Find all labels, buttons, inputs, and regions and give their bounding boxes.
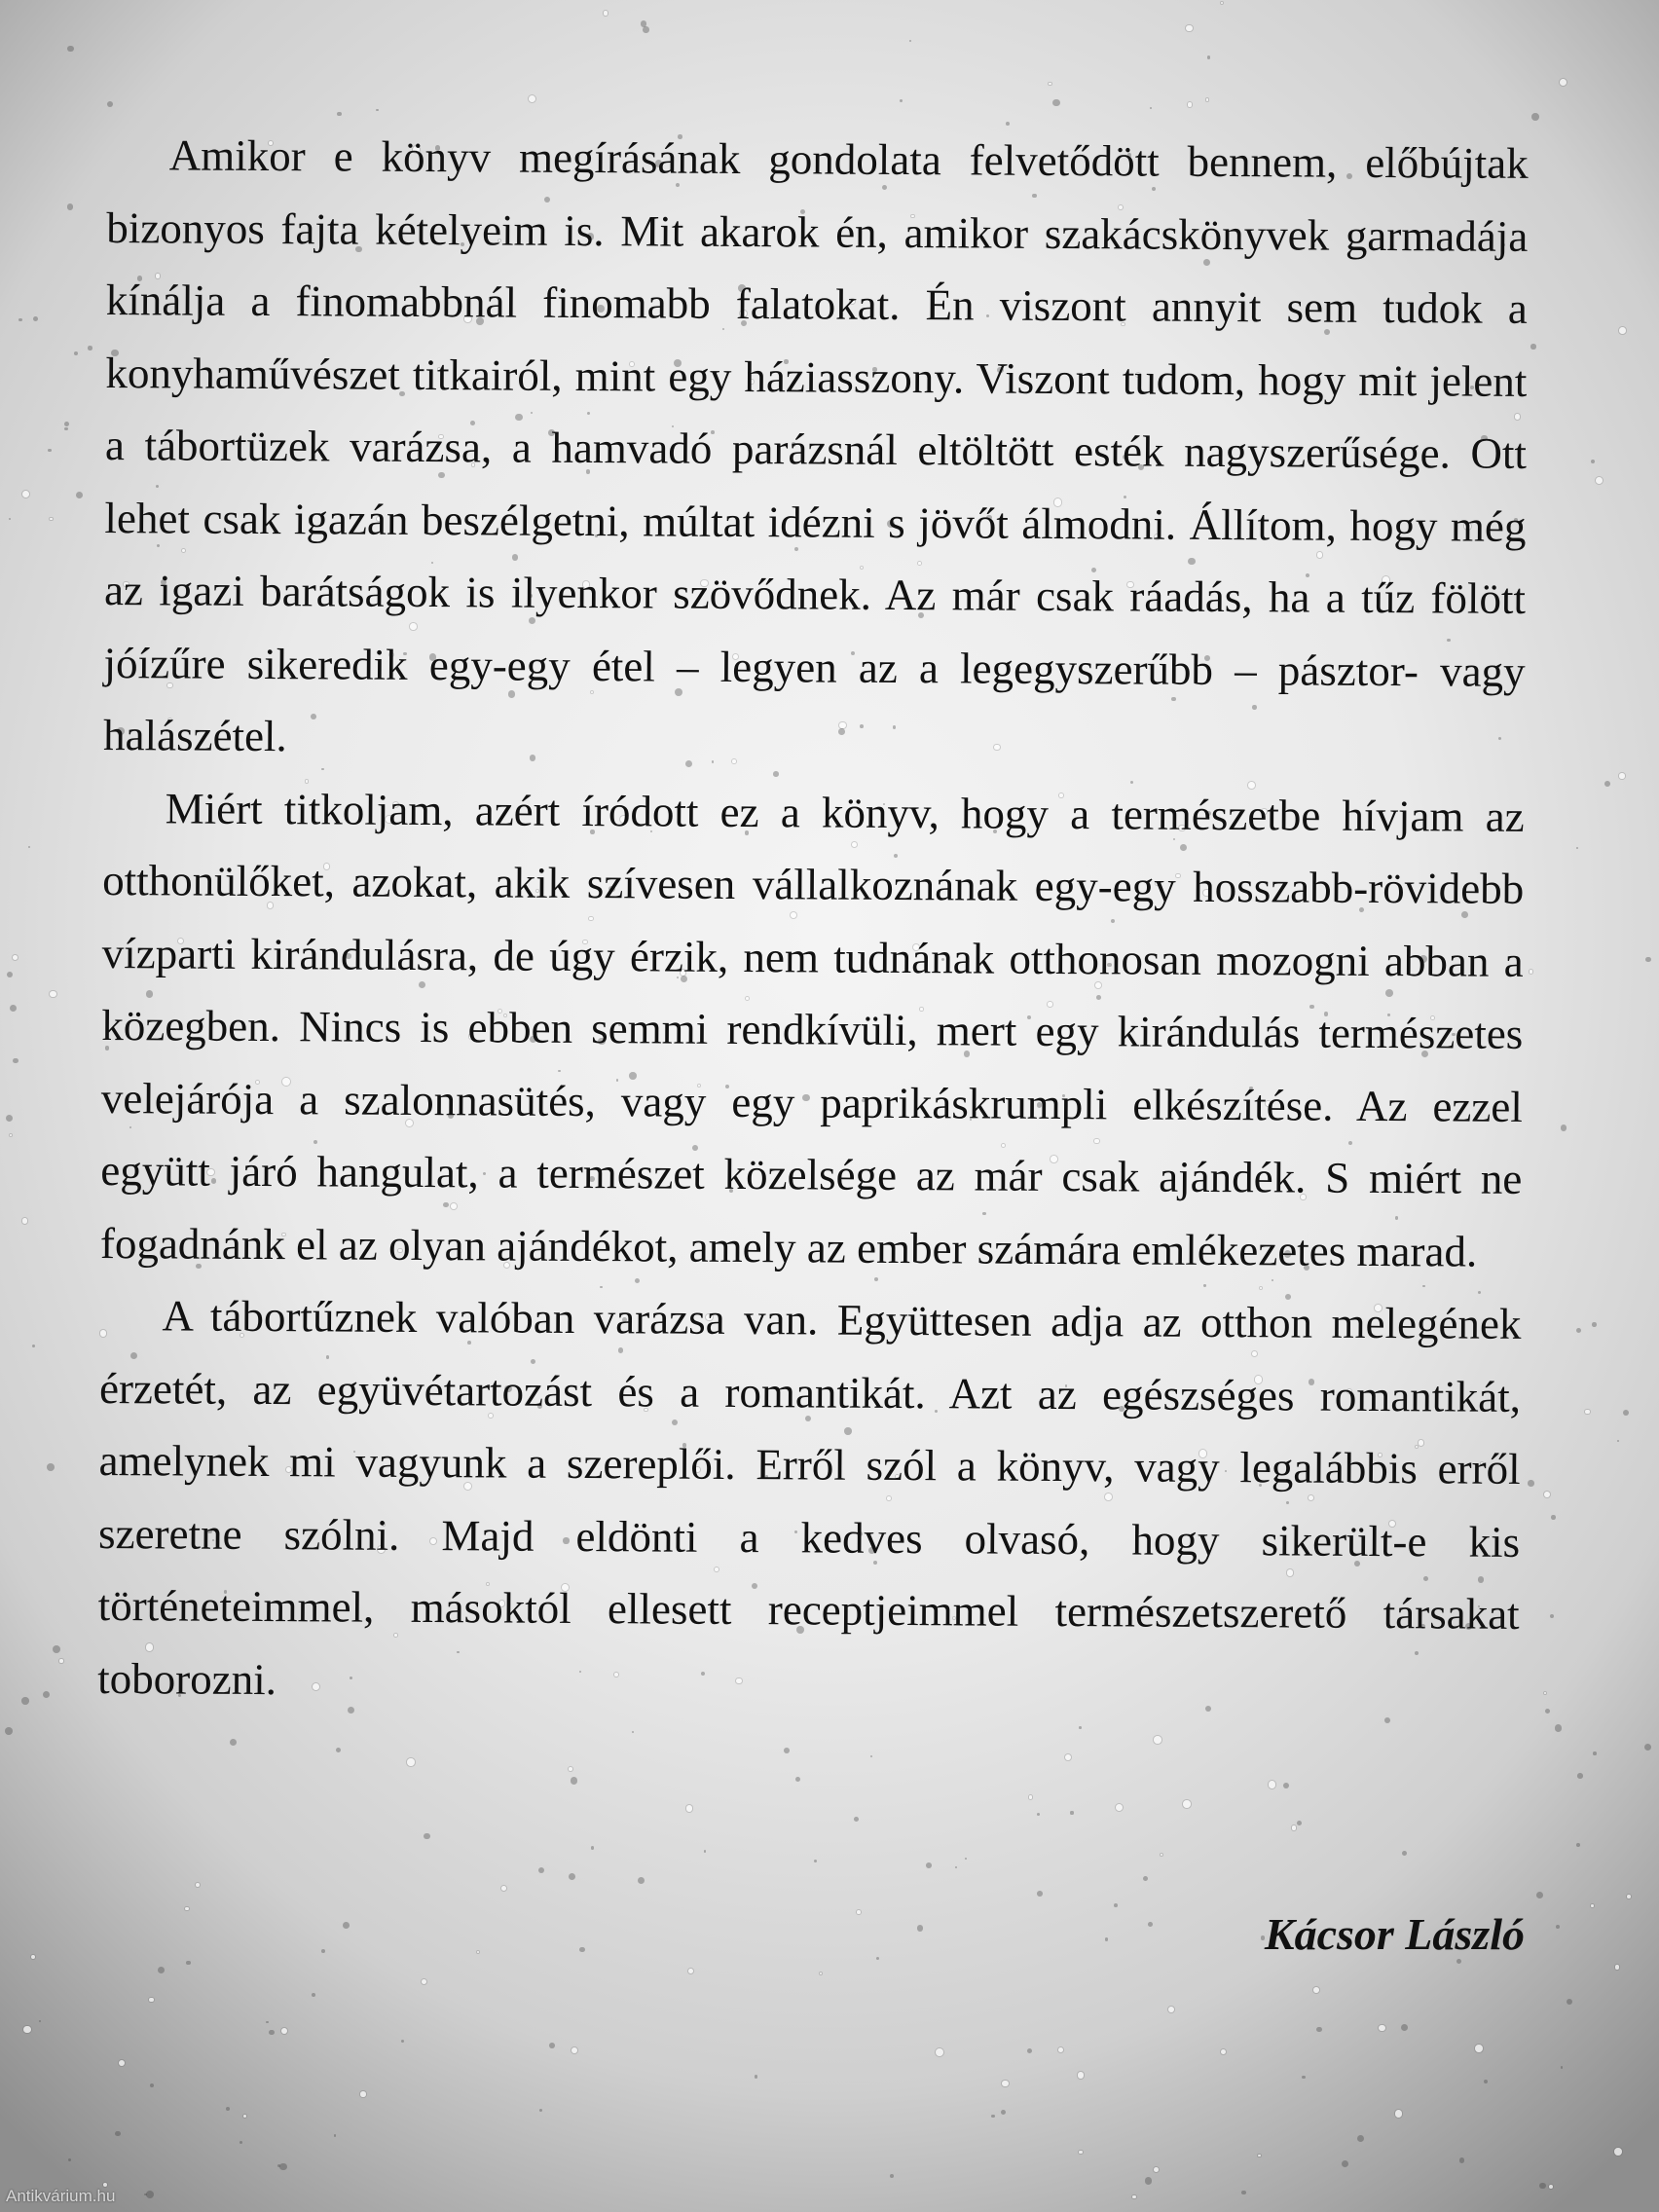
paper-speck (1644, 1744, 1651, 1751)
paper-speck (638, 1877, 645, 1884)
paper-speck (1269, 1781, 1275, 1788)
paper-speck (1555, 1724, 1563, 1732)
paper-speck (5, 1727, 13, 1735)
paper-speck (1576, 847, 1578, 849)
paper-speck (1002, 2081, 1009, 2087)
paper-speck (67, 46, 73, 52)
paper-speck (360, 2091, 365, 2096)
paper-speck (571, 2047, 577, 2053)
paper-speck (965, 1858, 967, 1860)
paper-speck (1576, 1328, 1581, 1333)
paper-speck (1357, 2135, 1364, 2142)
paper-speck (1401, 2024, 1408, 2031)
paper-speck (18, 318, 22, 322)
paper-speck (422, 1979, 426, 1984)
paper-speck (1623, 1410, 1630, 1417)
foreword-text (97, 119, 1529, 1723)
paper-speck (1161, 1854, 1162, 1856)
paper-speck (68, 2158, 71, 2161)
paper-speck (1078, 2072, 1084, 2078)
paper-speck (1052, 99, 1059, 106)
paper-speck (50, 518, 52, 520)
paper-speck (1206, 98, 1209, 101)
paper-speck (1402, 1851, 1407, 1856)
paper-speck (21, 1697, 29, 1705)
paper-speck (1049, 83, 1051, 86)
paper-speck (1556, 1925, 1561, 1930)
paper-speck (312, 1993, 315, 1997)
paper-speck (1561, 2066, 1563, 2068)
paper-speck (158, 1967, 165, 1973)
paper-speck (1037, 1891, 1043, 1897)
paper-speck (1150, 107, 1152, 109)
paper-speck (1154, 2167, 1159, 2172)
paper-speck (1475, 2045, 1483, 2052)
paper-speck (529, 95, 535, 102)
paper-speck (59, 1659, 63, 1663)
paper-speck (115, 2131, 120, 2136)
paragraph-1: Amikor e könyv megírásának gondolata felvetődött bennem, előbújtak bizonyos fajta kételyeim is. Mit akarok én, amikor szakácskönyvek garmadája kínálja a finomabbnál finomabb falatokat. Én viszont annyit sem tudok a konyhaművészet titkairól, mint egy háziasszony. Viszont tudom, hogy mit jelent a tábortüzek varázsa, a hamvadó parázsnál eltöltött esték nagyszerűsége. Ott lehet csak igazán beszélgetni, múltat idézni s jövőt álmodni. Állítom, hogy még az igazi barátságok is ilyenkor szövődnek. Az már csak ráadás, ha a tűz fölött jóízűre sikeredik egy-egy étel – legyen az a legegyszerűbb – pásztor- vagy halászétel. (102, 130, 1529, 761)
paper-speck (1545, 1709, 1550, 1714)
paper-speck (336, 1748, 341, 1752)
paper-speck (917, 1925, 924, 1932)
paper-speck (1116, 1804, 1123, 1811)
paper-speck (76, 492, 83, 498)
paper-speck (7, 972, 13, 977)
paper-speck (1544, 1692, 1547, 1695)
paper-speck (1379, 2025, 1384, 2031)
paper-speck (991, 2115, 995, 2119)
paper-speck (1221, 2, 1223, 4)
paper-speck (186, 1961, 191, 1966)
paper-speck (900, 99, 903, 102)
paper-speck (149, 1998, 153, 2002)
paper-speck (1591, 1904, 1594, 1907)
paper-speck (50, 991, 56, 998)
paper-speck (1154, 1736, 1161, 1744)
paper-speck (784, 1748, 790, 1753)
paper-speck (376, 109, 378, 111)
paper-speck (1283, 1783, 1289, 1788)
paper-speck (1615, 1965, 1619, 1969)
paper-speck (1619, 327, 1626, 334)
paper-speck (48, 449, 52, 453)
paper-speck (870, 1755, 872, 1757)
paper-speck (1342, 2160, 1348, 2167)
paper-speck (857, 1910, 861, 1914)
paper-speck (549, 2043, 555, 2048)
paper-speck (1027, 2048, 1032, 2053)
paper-speck (569, 1767, 573, 1772)
paper-speck (1550, 1614, 1554, 1618)
paper-speck (401, 2040, 404, 2043)
paper-speck (1168, 2007, 1174, 2012)
paper-speck (1484, 2080, 1489, 2084)
paper-speck (569, 1873, 575, 1880)
paper-speck (1567, 1999, 1572, 2005)
paper-speck (1539, 2183, 1546, 2190)
paper-speck (1065, 1754, 1071, 1760)
paper-speck (814, 1860, 817, 1862)
paper-speck (39, 2020, 41, 2022)
paper-speck (424, 1833, 430, 1840)
paper-speck (407, 1758, 415, 1766)
paper-speck (1645, 957, 1651, 963)
paper-speck (343, 1922, 350, 1929)
paper-speck (230, 1739, 237, 1746)
paper-speck (890, 2174, 895, 2179)
paper-speck (1297, 1821, 1302, 1825)
paper-speck (10, 1134, 12, 1136)
site-watermark: Antikvárium.hu (6, 2187, 116, 2205)
paper-speck (53, 1645, 60, 1653)
paper-speck (1148, 1922, 1153, 1927)
paper-speck (579, 1947, 585, 1953)
paper-speck (1037, 1813, 1040, 1816)
paper-speck (1604, 781, 1610, 787)
paper-speck (32, 1345, 35, 1347)
paper-speck (538, 1867, 545, 1874)
paper-speck (1551, 1515, 1556, 1520)
paper-speck (632, 1731, 634, 1733)
paper-speck (1292, 1825, 1296, 1829)
paper-speck (820, 1972, 822, 1974)
paper-speck (1029, 1795, 1032, 1798)
paper-speck (1079, 1726, 1082, 1729)
paper-speck (1207, 55, 1211, 59)
paper-speck (10, 1005, 17, 1012)
paper-speck (243, 2115, 246, 2118)
paper-speck (926, 1862, 932, 1868)
paper-speck (1070, 1811, 1073, 1814)
paper-speck (1143, 1876, 1148, 1881)
paper-speck (477, 1951, 480, 1954)
paper-speck (501, 1886, 506, 1891)
paper-speck (240, 2141, 242, 2144)
paper-speck (1058, 2047, 1064, 2053)
paper-speck (226, 2107, 230, 2111)
paper-speck (185, 1907, 189, 1911)
paper-speck (150, 2083, 155, 2088)
paper-speck (1593, 1751, 1597, 1755)
paper-speck (107, 101, 113, 107)
paper-speck (1145, 2177, 1153, 2185)
paper-speck (591, 1846, 594, 1849)
paper-speck (1544, 1492, 1550, 1497)
paper-speck (1395, 2110, 1403, 2118)
paper-speck (6, 1115, 13, 1122)
paper-speck (337, 112, 341, 116)
paper-speck (269, 2030, 274, 2035)
paper-speck (571, 1777, 578, 1785)
paper-speck (22, 491, 29, 498)
paper-speck (13, 955, 18, 960)
paper-speck (266, 2021, 269, 2024)
paper-speck (196, 1883, 200, 1887)
paper-speck (686, 1805, 693, 1812)
paper-speck (1596, 477, 1603, 484)
paper-speck (936, 2048, 943, 2056)
paper-speck (33, 316, 38, 321)
paper-speck (955, 1866, 957, 1868)
paper-speck (1619, 773, 1625, 779)
paper-speck (22, 1218, 28, 1224)
paper-speck (1576, 1843, 1580, 1847)
paper-speck (43, 1691, 51, 1699)
paper-speck (31, 1955, 35, 1959)
paper-speck (281, 2028, 287, 2034)
paper-speck (1258, 2155, 1261, 2157)
paper-speck (9, 518, 11, 520)
paper-speck (1316, 2027, 1321, 2032)
paper-speck (1561, 1124, 1567, 1130)
paper-speck (909, 40, 911, 42)
paper-speck (1001, 2110, 1006, 2115)
paper-speck (643, 26, 649, 33)
paper-speck (47, 1463, 55, 1471)
paper-speck (1302, 2076, 1306, 2080)
paragraph-2: Miért titkoljam, azért íródott ez a könyv, hogy a természetbe hívjam az otthonülőket, azokat, akik szívesen vállalkoznának egy-egy hosszabb-rövidebb vízparti kirándulásra, de úgy érzik, nem tudnának otthonosan mozogni abban a közegben. Nincs is ebben semmi rendkívüli, mert egy kirándulás természetes velejárója a szalonnasütés, vagy egy paprikáskrumpli elkészítése. Az ezzel együtt járó hangulat, a természet közelsége az már csak ajándék. S miért ne fogadnánk el az olyan ajándékot, amely az ember számára emlékezetes marad. (99, 783, 1525, 1276)
paper-speck (1614, 2148, 1622, 2156)
paper-speck (1183, 1800, 1191, 1808)
paper-speck (1114, 1903, 1118, 1907)
paper-speck (1530, 344, 1535, 349)
paper-speck (1105, 1937, 1109, 1941)
paper-speck (334, 2134, 337, 2137)
paper-speck (1459, 2157, 1465, 2163)
paper-speck (146, 2191, 154, 2198)
paper-speck (88, 346, 92, 350)
paper-speck (1560, 79, 1567, 86)
paper-speck (755, 2075, 757, 2078)
paper-speck (876, 1957, 879, 1960)
paper-speck (321, 1949, 325, 1953)
paper-speck (1528, 1480, 1533, 1486)
paper-speck (1591, 460, 1595, 463)
paper-speck (1592, 1322, 1597, 1327)
paper-speck (854, 1817, 859, 1822)
paper-speck (67, 203, 73, 209)
paper-speck (1536, 1892, 1543, 1899)
paper-speck (119, 2060, 125, 2066)
paper-speck (1221, 2049, 1226, 2054)
paper-speck (23, 2026, 31, 2034)
paper-speck (604, 11, 608, 15)
paper-speck (1079, 2151, 1083, 2155)
paper-speck (1186, 25, 1192, 31)
paper-speck (1530, 970, 1533, 974)
paper-speck (1188, 102, 1193, 107)
paper-speck (688, 1969, 693, 1973)
paper-speck (704, 1850, 706, 1852)
paper-speck (28, 846, 30, 848)
paper-speck (1241, 2191, 1246, 2195)
paper-speck (64, 422, 70, 427)
paper-speck (1549, 2185, 1553, 2189)
paper-speck (1627, 1895, 1631, 1899)
paper-speck (795, 1777, 800, 1782)
paper-speck (539, 2109, 542, 2112)
paper-speck (279, 2163, 286, 2170)
paragraph-3: A tábortűznek valóban varázsa van. Együttesen adja az otthon melegének érzetét, az együvétartozást és a romantikát. Azt az egészséges romantikát, amelynek mi vagyunk a szereplői. Erről szól a könyv, vagy legalábbis erről szeretne szólni. Majd eldönti a kedves olvasó, hogy sikerült-e kis történeteimmel, másoktól ellesett receptjeimmel természetszerető társakat toborozni. (97, 1291, 1522, 1704)
paper-speck (1531, 113, 1539, 121)
paper-speck (1617, 1440, 1619, 1442)
paper-speck (1577, 1773, 1583, 1779)
paper-speck (1313, 1987, 1319, 1993)
paper-speck (1132, 2195, 1135, 2198)
paper-speck (64, 427, 67, 430)
paper-speck (74, 351, 78, 355)
author-signature: Kácsor László (1264, 1909, 1525, 1959)
paper-speck (1585, 1410, 1589, 1414)
paper-speck (13, 1058, 18, 1064)
